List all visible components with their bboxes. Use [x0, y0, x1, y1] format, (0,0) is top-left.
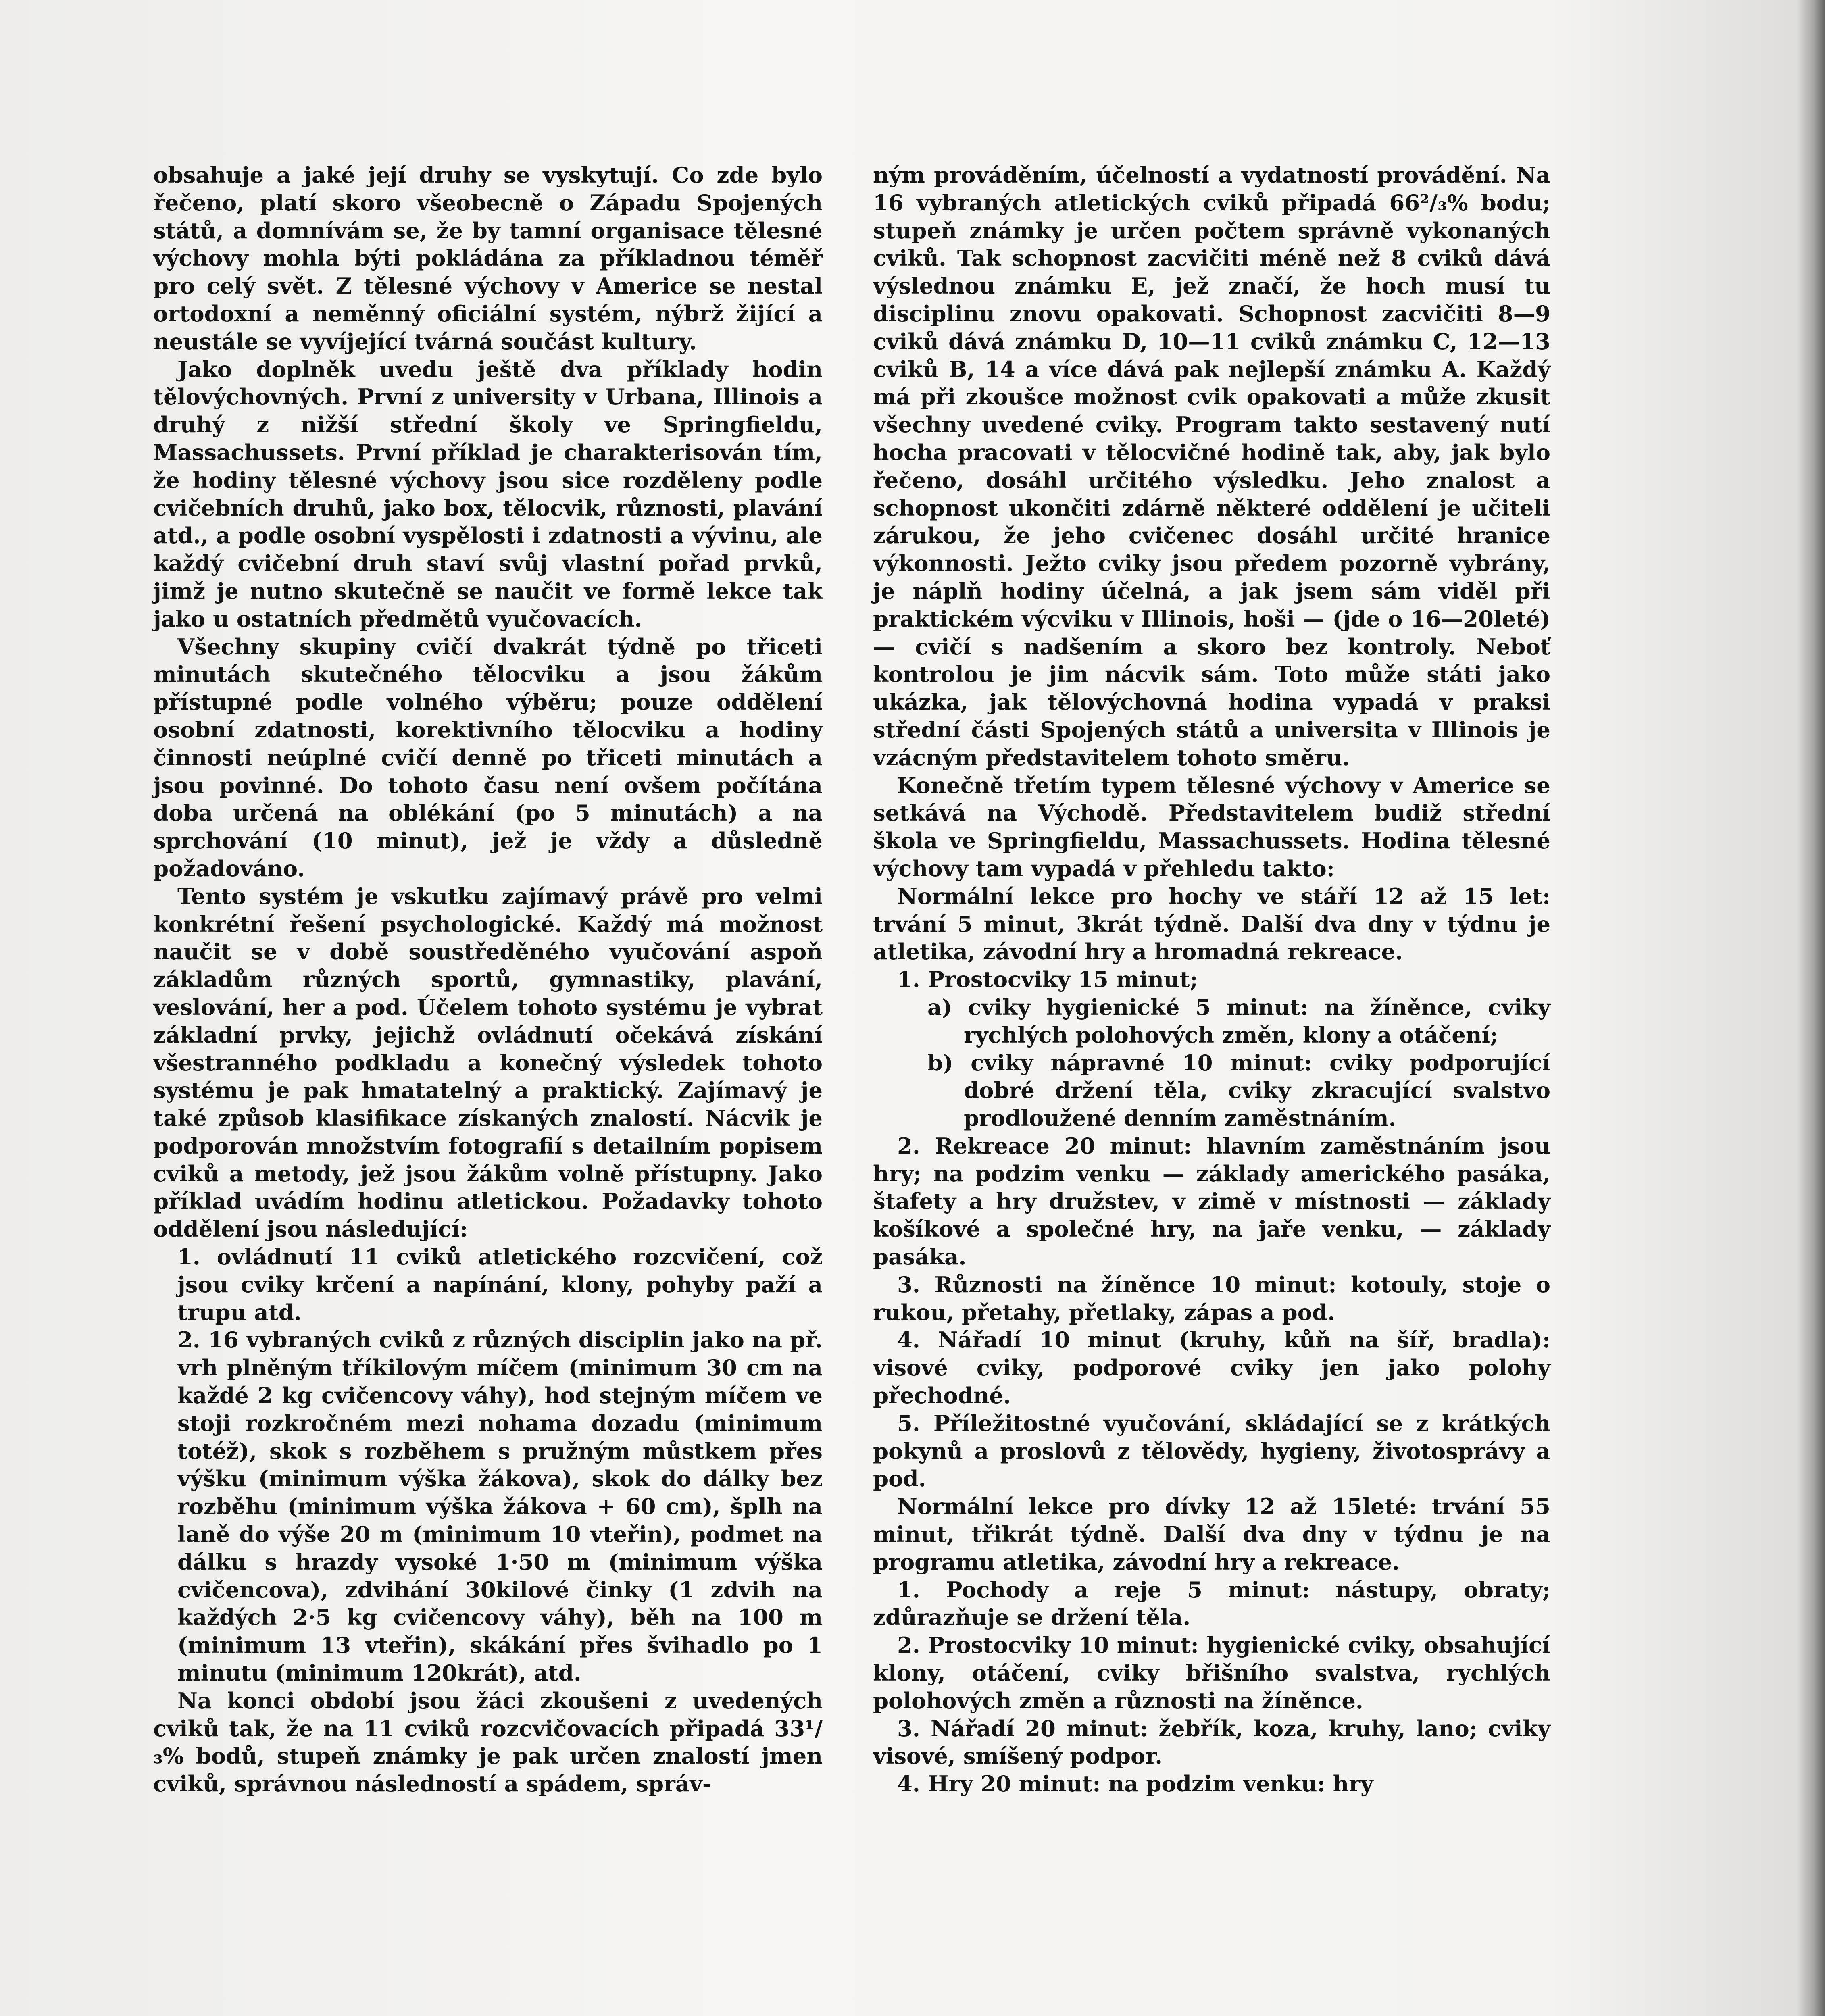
list-item: 1. ovládnutí 11 cviků atletického rozcvičení, což jsou cviky krčení a napínání, klony, pohyby paží a trupu atd. [177, 1244, 823, 1325]
list-item: 2. Prostocviky 10 minut: hygienické cviky, obsahující klony, otáčení, cviky břišního svalstva, rychlých polohových změn a různosti na žíněnce. [873, 1632, 1550, 1714]
list-item: 3. Různosti na žíněnce 10 minut: kotouly, stoje o rukou, přetahy, přetlaky, zápas a pod. [873, 1271, 1550, 1325]
right-column [873, 161, 1550, 1798]
sub-list-item: a) cviky hygienické 5 minut: na žíněnce, cviky rychlých polohových změn, klony a otáčení; [927, 994, 1550, 1048]
paragraph: Normální lekce pro dívky 12 až 15leté: trvání 55 minut, třikrát týdně. Další dva dny v týdnu je na programu atletika, závodní hry a rekreace. [873, 1493, 1550, 1575]
list-item: 2. 16 vybraných cviků z různých disciplin jako na př. vrh plněným tříkilovým míčem (minimum 30 cm na každé 2 kg cvičencovy váhy), hod stejným míčem ve stoji rozkročném mezi nohama dozadu (minimum totéž), skok s rozběhem s pružným můstkem přes výšku (minimum výška žákova), skok do dálky bez rozběhu (minimum výška žákova + 60 cm), šplh na laně do výše 20 m (minimum 10 vteřin), podmet na dálku s hrazdy vysoké 1·50 m (minimum výška cvičencova), zdvihání 30kilové činky (1 zdvih na každých 2·5 kg cvičencovy váhy), běh na 100 m (minimum 13 vteřin), skákání přes švihadlo po 1 minutu (minimum 120krát), atd. [177, 1327, 823, 1686]
paragraph: Normální lekce pro hochy ve stáří 12 až 15 let: trvání 5 minut, 3krát týdně. Další dva dny v týdnu je atletika, závodní hry a hromadná rekreace. [873, 883, 1550, 965]
list-item: 2. Rekreace 20 minut: hlavním zaměstnáním jsou hry; na podzim venku — základy amerického pasáka, štafety a hry družstev, v zimě v místnosti — základy košíkové a společné hry, na jaře venku, — základy pasáka. [873, 1133, 1550, 1270]
paragraph: Jako doplněk uvedu ještě dva příklady hodin tělovýchovných. První z university v Urbana, Illinois a druhý z nižší střední školy ve Springfieldu, Massachussets. První příklad je charakterisován tím, že hodiny tělesné výchovy jsou sice rozděleny podle cvičebních druhů, jako box, tělocvik, různosti, plavání atd., a podle osobní vyspělosti i zdatnosti a vývinu, ale každý cvičební druh staví svůj vlastní pořad prvků, jimž je nutno skutečně se naučit ve formě lekce tak jako u ostatních předmětů vyučovacích. [153, 356, 823, 632]
paragraph: ným prováděním, účelností a vydatností provádění. Na 16 vybraných atletických cviků připadá 66²/₃% bodu; stupeň známky je určen počtem správně vykonaných cviků. Tak schopnost zacvičiti méně než 8 cviků dává výslednou známku E, jež značí, že hoch musí tu disciplinu znovu opakovati. Schopnost zacvičiti 8—9 cviků dává známku D, 10—11 cviků známku C, 12—13 cviků B, 14 a více dává pak nejlepší známku A. Každý má při zkoušce možnost cvik opakovati a může zkusit všechny uvedené cviky. Program takto sestavený nutí hocha pracovati v tělocvičné hodině tak, aby, jak bylo řečeno, dosáhl určitého výsledku. Jeho znalost a schopnost ukončiti zdárně některé oddělení je učiteli zárukou, že jeho cvičenec dosáhl určité hranice výkonnosti. Ježto cviky jsou předem pozorně vybrány, je náplň hodiny účelná, a jak jsem sám viděl při praktickém výcviku v Illinois, hoši — (jde o 16—20leté) — cvičí s nadšením a skoro bez kontroly. Neboť kontrolou je jim nácvik sám. Toto může státi jako ukázka, jak tělovýchovná hodina vypadá v praksi střední části Spojených států a universita v Illinois je vzácným představitelem tohoto směru. [873, 162, 1550, 771]
paragraph: Tento systém je vskutku zajímavý právě pro velmi konkrétní řešení psychologické. Každý má možnost naučit se v době soustředěného vyučování aspoň základům různých sportů, gymnastiky, plavání, veslování, her a pod. Účelem tohoto systému je vybrat základní prvky, jejichž ovládnutí očekává získání všestranného podkladu a konečný výsledek tohoto systému je pak hmatatelný a praktický. Zajímavý je také způsob klasifikace získaných znalostí. Nácvik je podporován množstvím fotografií s detailním popisem cviků a metody, jež jsou žákům volně přístupny. Jako příklad uvádím hodinu atletickou. Požadavky tohoto oddělení jsou následující: [153, 883, 823, 1242]
sub-list-item: b) cviky nápravné 10 minut: cviky podporující dobré držení těla, cviky zkracující svalstvo prodloužené denním zaměstnáním. [927, 1050, 1550, 1131]
list-item: 3. Nářadí 20 minut: žebřík, koza, kruhy, lano; cviky visové, smíšený podpor. [873, 1715, 1550, 1769]
paragraph: obsahuje a jaké její druhy se vyskytují. Co zde bylo řečeno, platí skoro všeobecně o Západu Spojených států, a domnívám se, že by tamní organisace tělesné výchovy mohla býti pokládána za příkladnou téměř pro celý svět. Z tělesné výchovy v Americe se nestal ortodoxní a neměnný oficiální systém, nýbrž žijící a neustále se vyvíjející tvárná součást kultury. [153, 162, 823, 354]
list-item: 1. Prostocviky 15 minut; [897, 966, 1198, 993]
paragraph: Na konci období jsou žáci zkoušeni z uvedených cviků tak, že na 11 cviků rozcvičovacích připadá 33¹/₃% bodů, stupeň známky je pak určen znalostí jmen cviků, správnou následností a spádem, správ- [153, 1687, 823, 1797]
paragraph: Konečně třetím typem tělesné výchovy v Americe se setkává na Východě. Představitelem budiž střední škola ve Springfieldu, Massachussets. Hodina tělesné výchovy tam vypadá v přehledu takto: [873, 772, 1550, 881]
left-column [153, 161, 823, 1798]
list-item: 4. Nářadí 10 minut (kruhy, kůň na šíř, bradla): visové cviky, podporové cviky jen jako polohy přechodné. [873, 1327, 1550, 1409]
list-item: 1. Pochody a reje 5 minut: nástupy, obraty; zdůrazňuje se držení těla. [873, 1577, 1550, 1631]
list-item: 4. Hry 20 minut: na podzim venku: hry [897, 1771, 1373, 1797]
paragraph: Všechny skupiny cvičí dvakrát týdně po třiceti minutách skutečného tělocviku a jsou žákům přístupné podle volného výběru; pouze oddělení osobní zdatnosti, korektivního tělocviku a hodiny činnosti neúplné cvičí denně po třiceti minutách a jsou povinné. Do tohoto času není ovšem počítána doba určená na oblékání (po 5 minutách) a na sprchování (10 minut), jež je vždy a důsledně požadováno. [153, 633, 823, 881]
page-edge-shadow [1797, 0, 1825, 2016]
list-item: 5. Příležitostné vyučování, skládající se z krátkých pokynů a proslovů z tělovědy, hygieny, životosprávy a pod. [873, 1410, 1550, 1492]
